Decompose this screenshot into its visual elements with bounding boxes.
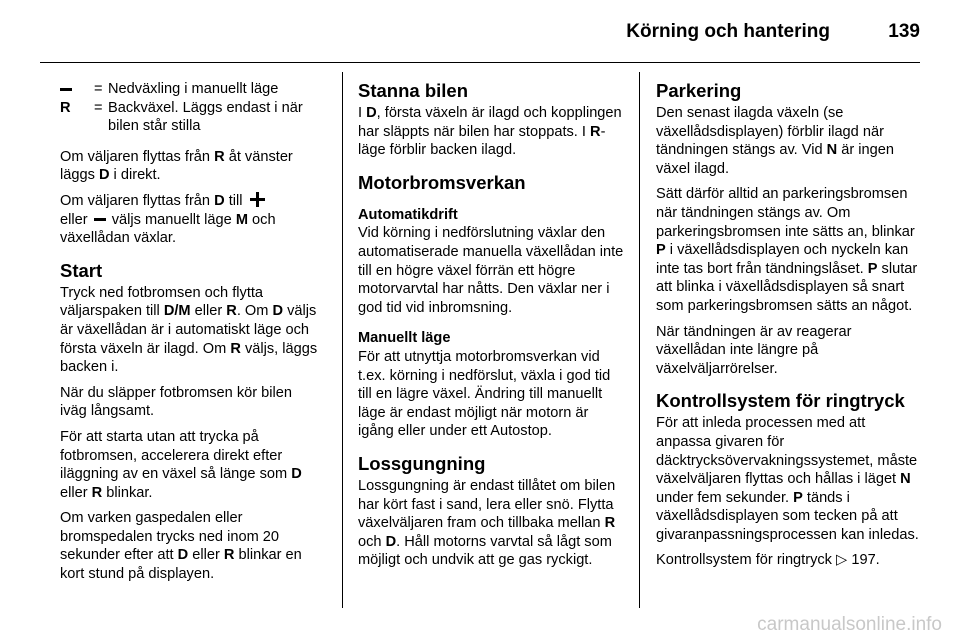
- paragraph: Tryck ned fotbromsen och flytta väljarspaken till D/M eller R. Om D väljs är växellådan är i automatiskt läge och första växeln är ilagd. Om R väljs, läggs backen i.: [60, 284, 318, 376]
- cross-reference[interactable]: Kontrollsystem för ringtryck ▷ 197.: [656, 552, 880, 569]
- heading-start: Start: [60, 259, 103, 281]
- subheading-automatik: Automatikdrift: [358, 206, 458, 223]
- paragraph: Om väljaren flyttas från D till eller väljs manuellt läge M och växellådan växlar.: [60, 192, 276, 247]
- minus-icon: [94, 218, 106, 221]
- paragraph: För att starta utan att trycka på fotbromsen, accelerera direkt efter iläggning av en växel så länge som D eller R blinkar.: [60, 428, 302, 501]
- paragraph: Om väljaren flyttas från R åt vänster läggs D i direkt.: [60, 148, 293, 184]
- paragraph: Den senast ilagda växeln (se växellådsdisplayen) förblir ilagd när tändningen stängs av. Vid N är ingen växel ilagd.: [656, 105, 895, 177]
- paragraph: När tändningen är av reagerar växellådan inte längre på växelväljarrörelser.: [656, 323, 852, 377]
- equals-sign: =: [94, 99, 103, 116]
- heading-motorbroms: Motorbromsverkan: [358, 171, 526, 193]
- column-2: [358, 80, 626, 577]
- column-divider-2: [639, 72, 640, 608]
- column-divider-1: [342, 72, 343, 608]
- minus-icon: [60, 80, 94, 99]
- watermark: carmanualsonline.info: [757, 614, 942, 635]
- definition-list: [60, 80, 322, 136]
- paragraph: För att utnyttja motorbromsverkan vid t.ex. körning i nedförslut, växla i god tid till en lägre växel. Ändring till manuellt läge är endast möjligt när motorn är igång eller under ett Autostop.: [358, 348, 611, 440]
- column-3: [656, 80, 924, 577]
- definition-text: Backväxel. Läggs endast i när bilen står stilla: [108, 99, 303, 135]
- reference-arrow-icon: ▷: [836, 552, 848, 569]
- paragraph: Vid körning i nedförslutning växlar den automatiserade manuella växellådan inte till en högre växel förrän ett högre motorvarvtal har nåtts. Den växlar ner i god tid vid inbromsning.: [358, 225, 624, 316]
- subheading-manuellt: Manuellt läge: [358, 330, 451, 347]
- page-number: 139: [888, 21, 920, 42]
- heading-parkering: Parkering: [656, 80, 742, 101]
- paragraph: Lossgungning är endast tillåtet om bilen har kört fast i sand, lera eller snö. Flytta växelväljaren fram och tillbaka mellan R och D. Håll motorns varvtal så lågt som möjligt och undvik att ge gas ryckigt.: [358, 477, 616, 569]
- paragraph: För att inleda processen med att anpassa givaren för däcktrycksövervakningssystemet, måste växelväljaren flyttas och hållas i läget N under fem sekunder. P tänds i växellådsdisplayen som tecken på att givaranpassningsprocessen kan inledas.: [656, 415, 919, 543]
- heading-stanna: Stanna bilen: [358, 80, 468, 101]
- paragraph: Om varken gaspedalen eller bromspedalen trycks ned inom 20 sekunder efter att D eller R blinkar en kort stund på displayen.: [60, 510, 302, 583]
- equals-sign: =: [94, 81, 103, 97]
- plus-icon: [250, 192, 265, 207]
- definition-reverse: [60, 99, 322, 136]
- paragraph: I D, första växeln är ilagd och kopplingen har släppts när bilen har stoppats. I R-läge förblir backen ilagd.: [358, 105, 622, 159]
- definition-symbol: R: [60, 99, 71, 116]
- definition-text: Nedväxling i manuellt läge: [108, 81, 279, 97]
- page-header: [40, 0, 920, 63]
- paragraph: Sätt därför alltid an parkeringsbromsen när tändningen stängs av. Om parkeringsbromsen inte sätts an, blinkar P i växellådsdisplayen och nyckeln kan inte tas bort från tändningslåset. P slutar att blinka i växellådsdisplayen så snart som parkeringsbromsen sätts an något.: [656, 186, 918, 314]
- definition-downshift: [60, 80, 322, 99]
- heading-kontrollsystem: Kontrollsystem för ringtryck: [656, 390, 905, 412]
- column-1: [60, 80, 322, 591]
- paragraph: När du släpper fotbromsen kör bilen iväg långsamt.: [60, 384, 292, 420]
- section-title: Körning och hantering: [626, 21, 830, 42]
- heading-lossgungning: Lossgungning: [358, 452, 486, 474]
